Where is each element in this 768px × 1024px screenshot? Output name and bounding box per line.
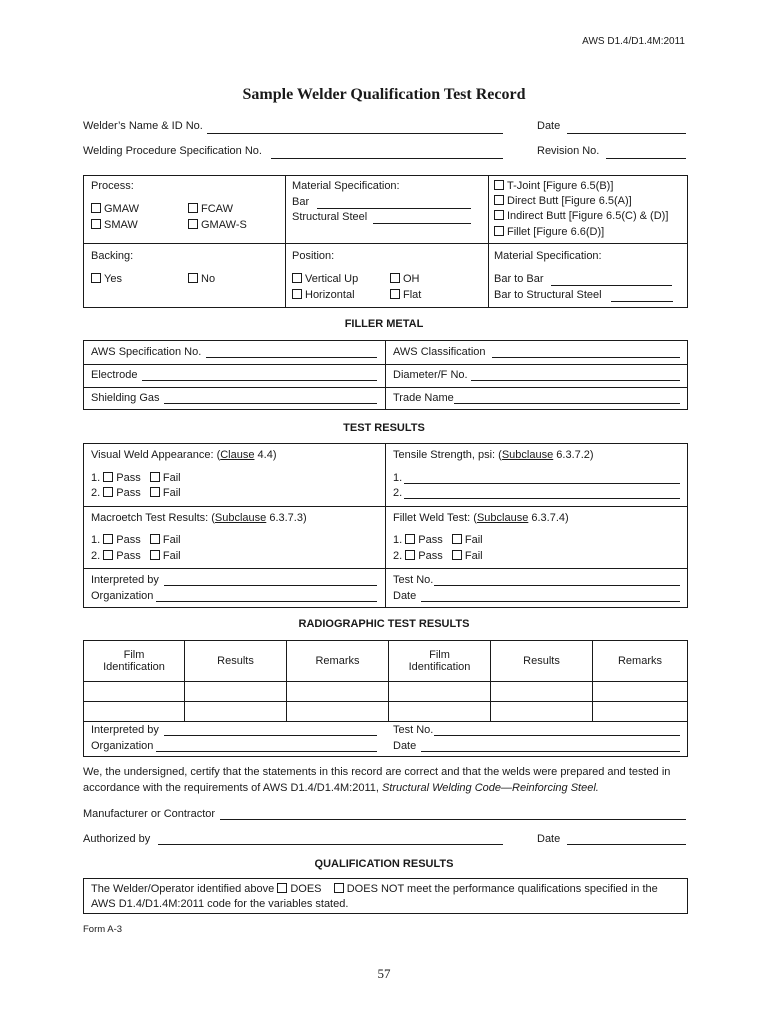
- date-field[interactable]: [567, 121, 686, 134]
- table-cell[interactable]: [389, 701, 491, 721]
- certify-text-1: We, the undersigned, certify that the statements in this record are correct and that the welds were prepared and tested in: [83, 766, 671, 778]
- document-code: AWS D1.4/D1.4M:2011: [582, 36, 685, 47]
- fillet-test-label: Fillet Weld Test: (Subclause 6.3.7.4): [393, 512, 569, 524]
- aws-class-field[interactable]: [492, 347, 680, 358]
- checkbox-icon[interactable]: [188, 219, 198, 229]
- table-cell[interactable]: [84, 681, 185, 701]
- joint-direct[interactable]: Direct Butt [Figure 6.5(A)]: [494, 195, 632, 207]
- checkbox-icon[interactable]: [103, 487, 113, 497]
- radio-date-label: Date: [393, 740, 417, 752]
- radio-test-no-label: Test No.: [393, 724, 434, 736]
- revision-field[interactable]: [606, 146, 686, 159]
- material-bar-field[interactable]: [317, 198, 471, 209]
- table-cell[interactable]: [185, 701, 287, 721]
- bar-to-bar-label: Bar to Bar: [494, 273, 544, 285]
- auth-date-field[interactable]: [567, 834, 686, 845]
- material-structural-field[interactable]: [373, 213, 471, 224]
- gas-label: Shielding Gas: [91, 392, 160, 404]
- table-row: [84, 701, 687, 721]
- qualification-heading: QUALIFICATION RESULTS: [314, 858, 454, 870]
- table-cell[interactable]: [389, 681, 491, 701]
- diameter-label: Diameter/F No.: [393, 369, 468, 381]
- checkbox-icon[interactable]: [103, 550, 113, 560]
- electrode-field[interactable]: [142, 370, 377, 381]
- backing-no[interactable]: No: [188, 273, 215, 285]
- qualification-box: [83, 878, 688, 914]
- test-no-field[interactable]: [434, 575, 680, 586]
- checkbox-icon[interactable]: [292, 273, 302, 283]
- wps-label: Welding Procedure Specification No.: [83, 145, 262, 157]
- checkbox-icon[interactable]: [494, 210, 504, 220]
- radio-box: [83, 640, 688, 757]
- radio-table: [84, 641, 687, 722]
- interpreted-field[interactable]: [164, 575, 377, 586]
- table-cell[interactable]: [185, 681, 287, 701]
- visual-row-1: 1. Pass Fail: [91, 472, 181, 484]
- tensile-n2: 2.: [393, 487, 403, 499]
- checkbox-icon[interactable]: [150, 472, 160, 482]
- checkbox-icon[interactable]: [494, 195, 504, 205]
- process-fcaw[interactable]: FCAW: [188, 203, 233, 215]
- fillet-row-1: 1. Pass Fail: [393, 534, 483, 546]
- checkbox-icon[interactable]: [405, 550, 415, 560]
- tensile-n1: 1.: [393, 472, 403, 484]
- checkbox-icon[interactable]: [390, 273, 400, 283]
- tensile-field-2[interactable]: [404, 488, 680, 499]
- process-gmaws[interactable]: GMAW-S: [188, 219, 247, 231]
- position-oh[interactable]: OH: [390, 273, 420, 285]
- col-film-1: Film Identification: [84, 641, 185, 681]
- macro-label: Macroetch Test Results: (Subclause 6.3.7.3): [91, 512, 307, 524]
- interpreted-label: Interpreted by: [91, 574, 159, 586]
- position-flat[interactable]: Flat: [390, 289, 421, 301]
- checkbox-icon[interactable]: [91, 203, 101, 213]
- macro-row-2: 2. Pass Fail: [91, 550, 181, 562]
- checkbox-icon[interactable]: [452, 550, 462, 560]
- joint-fillet[interactable]: Fillet [Figure 6.6(D)]: [494, 226, 604, 238]
- radio-date-field[interactable]: [421, 741, 680, 752]
- table-cell[interactable]: [593, 681, 688, 701]
- test-date-field[interactable]: [421, 591, 680, 602]
- col-results-1: Results: [185, 641, 287, 681]
- backing-label: Backing:: [91, 250, 134, 262]
- checkbox-icon[interactable]: [334, 883, 344, 893]
- trade-label: Trade Name: [393, 392, 454, 404]
- bar-to-struct-label: Bar to Structural Steel: [494, 289, 602, 301]
- trade-field[interactable]: [454, 393, 680, 404]
- col-remarks-1: Remarks: [287, 641, 389, 681]
- checkbox-icon[interactable]: [188, 203, 198, 213]
- bar-to-struct-field[interactable]: [611, 291, 673, 302]
- joint-indirect[interactable]: Indirect Butt [Figure 6.5(C) & (D)]: [494, 210, 668, 222]
- position-label: Position:: [292, 250, 335, 262]
- test-no-label: Test No.: [393, 574, 434, 586]
- test-date-label: Date: [393, 590, 417, 602]
- filler-box: [83, 340, 688, 410]
- manufacturer-label: Manufacturer or Contractor: [83, 808, 216, 820]
- checkbox-icon[interactable]: [405, 534, 415, 544]
- tensile-label: Tensile Strength, psi: (Subclause 6.3.7.2): [393, 449, 594, 461]
- table-cell[interactable]: [84, 701, 185, 721]
- tensile-field-1[interactable]: [404, 473, 680, 484]
- joint-tjoint[interactable]: T-Joint [Figure 6.5(B)]: [494, 180, 613, 192]
- aws-spec-field[interactable]: [206, 347, 377, 358]
- visual-label: Visual Weld Appearance: (Clause 4.4): [91, 449, 277, 461]
- table-row: [84, 681, 687, 701]
- material-structural-label: Structural Steel: [292, 211, 368, 223]
- checkbox-icon[interactable]: [91, 219, 101, 229]
- checkbox-icon[interactable]: [150, 550, 160, 560]
- wps-field[interactable]: [271, 146, 503, 159]
- fillet-row-2: 2. Pass Fail: [393, 550, 483, 562]
- page-number: 57: [377, 966, 391, 981]
- table-cell[interactable]: [287, 681, 389, 701]
- checkbox-icon[interactable]: [150, 534, 160, 544]
- organization-field[interactable]: [156, 591, 377, 602]
- checkbox-icon[interactable]: [91, 273, 101, 283]
- aws-spec-label: AWS Specification No.: [91, 346, 202, 358]
- auth-date-label: Date: [537, 833, 561, 845]
- process-box: [83, 175, 688, 308]
- checkbox-icon[interactable]: [292, 289, 302, 299]
- checkbox-icon[interactable]: [103, 534, 113, 544]
- aws-class-label: AWS Classification: [393, 346, 486, 358]
- gas-field[interactable]: [164, 393, 377, 404]
- checkbox-icon[interactable]: [452, 534, 462, 544]
- bar-to-bar-field[interactable]: [551, 275, 672, 286]
- material-label: Material Specification:: [292, 180, 400, 192]
- authorized-label: Authorized by: [83, 833, 151, 845]
- visual-row-2: 2. Pass Fail: [91, 487, 181, 499]
- filler-heading: FILLER METAL: [344, 318, 424, 330]
- radio-heading: RADIOGRAPHIC TEST RESULTS: [298, 618, 470, 630]
- radio-test-no-field[interactable]: [434, 725, 680, 736]
- process-gmaw[interactable]: GMAW: [91, 203, 139, 215]
- table-cell[interactable]: [491, 681, 593, 701]
- table-cell[interactable]: [593, 701, 688, 721]
- material-bar-label: Bar: [292, 196, 310, 208]
- position-horizontal[interactable]: Horizontal: [292, 289, 355, 301]
- checkbox-icon[interactable]: [277, 883, 287, 893]
- checkbox-icon[interactable]: [390, 289, 400, 299]
- checkbox-icon[interactable]: [150, 487, 160, 497]
- electrode-label: Electrode: [91, 369, 138, 381]
- authorized-field[interactable]: [158, 834, 503, 845]
- col-results-2: Results: [491, 641, 593, 681]
- radio-interpreted-field[interactable]: [164, 725, 377, 736]
- col-film-2: Film Identification: [389, 641, 491, 681]
- qualification-text-2: AWS D1.4/D1.4M:2011 code for the variables stated.: [91, 898, 349, 910]
- page-title: Sample Welder Qualification Test Record: [242, 86, 526, 103]
- checkbox-icon[interactable]: [188, 273, 198, 283]
- checkbox-icon[interactable]: [103, 472, 113, 482]
- tests-heading: TEST RESULTS: [343, 422, 425, 434]
- checkbox-icon[interactable]: [494, 226, 504, 236]
- qualification-text-1: The Welder/Operator identified above DOES DOES NOT meet the performance qualifications specified in the: [91, 883, 658, 895]
- organization-label: Organization: [91, 590, 154, 602]
- manufacturer-field[interactable]: [220, 809, 686, 820]
- diameter-field[interactable]: [471, 370, 680, 381]
- position-vertical[interactable]: Vertical Up: [292, 273, 358, 285]
- welder-name-label: Welder’s Name & ID No.: [83, 120, 203, 132]
- date-label: Date: [537, 120, 561, 132]
- table-cell[interactable]: [491, 701, 593, 721]
- process-smaw[interactable]: SMAW: [91, 219, 138, 231]
- table-cell[interactable]: [287, 701, 389, 721]
- radio-organization-label: Organization: [91, 740, 154, 752]
- checkbox-icon[interactable]: [494, 180, 504, 190]
- material2-label: Material Specification:: [494, 250, 602, 262]
- form-id: Form A-3: [83, 924, 123, 935]
- radio-organization-field[interactable]: [156, 741, 377, 752]
- tests-box: [83, 443, 688, 608]
- macro-row-1: 1. Pass Fail: [91, 534, 181, 546]
- welder-name-field[interactable]: [207, 121, 503, 134]
- certify-text-2: accordance with the requirements of AWS D1.4/D1.4M:2011, Structural Welding Code—Reinforcing Steel.: [83, 782, 599, 794]
- backing-yes[interactable]: Yes: [91, 273, 122, 285]
- radio-interpreted-label: Interpreted by: [91, 724, 159, 736]
- process-label: Process:: [91, 180, 134, 192]
- revision-label: Revision No.: [537, 145, 600, 157]
- col-remarks-2: Remarks: [593, 641, 688, 681]
